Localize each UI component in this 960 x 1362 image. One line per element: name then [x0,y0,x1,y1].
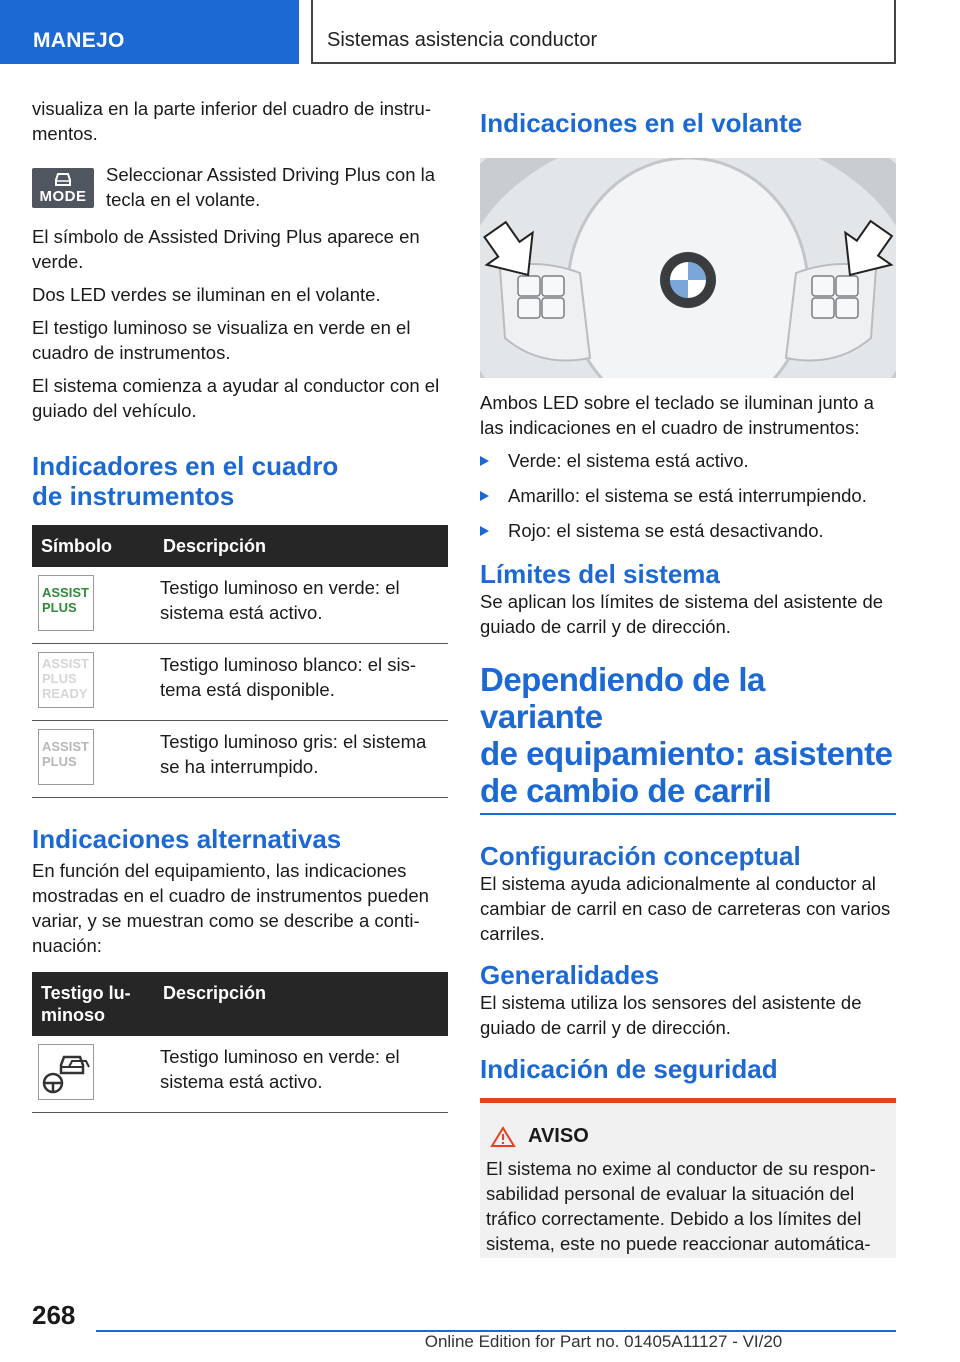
assist-plus-grey-icon [38,729,94,785]
list-item [480,518,896,543]
table-cell-description: Testigo luminoso en verde: el sistema está activo. [154,1036,448,1113]
heading-limites: Límites del sistema [480,559,720,589]
mode-paragraph: Seleccionar Assisted Driving Plus con la tecla en el volante. [106,164,436,210]
sym-line: READY [42,686,88,701]
car-icon [53,172,73,188]
heading-indicadores [32,451,448,511]
list-item-text: Rojo: el sistema se está desactivando. [508,520,824,541]
sym-line: PLUS [42,600,77,615]
heading-alternativas: Indicaciones alternativas [32,824,342,854]
mode-button-icon [32,168,94,208]
warning-label: AVISO [528,1125,589,1147]
chapter-tab [311,0,896,64]
sym-line: PLUS [42,754,77,769]
section-tab [0,0,299,64]
right-column [480,96,896,1258]
table-header-symbol: Símbolo [32,525,154,567]
table-header-testigo: Testigo luminoso [32,972,154,1036]
paragraph-config: El sistema ayuda adicionalmente al conductor al cambiar de carril en caso de carreteras con varios carriles. [480,873,891,944]
paragraph-symbol: El símbolo de Assisted Driving Plus aparece en verde. [32,226,420,272]
table-row [32,567,448,644]
paragraph-led-keys: Ambos LED sobre el teclado se iluminan junto a las indicaciones en el cuadro de instrumentos: [480,392,874,438]
chapter-title: Sistemas asistencia conductor [327,29,598,51]
heading-config: Configuración conceptual [480,841,801,871]
page-number: 268 [32,1300,76,1330]
table-row [32,644,448,721]
paragraph-limites: Se aplican los límites de sistema del asistente de guiado de carril y de dirección. [480,591,884,637]
left-column [32,96,448,1113]
assist-plus-ready-icon [38,652,94,708]
triangle-bullet-icon [480,491,489,501]
heading-variante-line1: Dependiendo de la variante [480,661,765,735]
list-item-text: Verde: el sistema está activo. [508,450,749,471]
heading-variante [480,661,896,815]
intro-paragraph: visualiza en la parte inferior del cuadro de instrumentos. [32,98,431,144]
heading-variante-line3: de cambio de carril [480,772,772,809]
warning-text: El sistema no exime al conductor de su responsabilidad personal de evaluar la situación del tráfico correctamente. Debido a los límites del sistema, este no puede reaccionar automática- [486,1158,876,1254]
paragraph-system: El sistema comienza a ayudar al conductor con el guiado del vehículo. [32,375,440,421]
sym-line: PLUS [42,671,77,686]
heading-generalidades: Generalidades [480,960,660,990]
section-title: MANEJO [33,29,125,52]
steering-wheel-image [480,158,896,378]
sym-line: ASSIST [42,739,89,754]
edition-note: Online Edition for Part no. 01405A11127 - VI/20 [424,1332,783,1351]
symbol-table [32,525,448,798]
heading-volante: Indicaciones en el volante [480,108,803,138]
paragraph-testigo: El testigo luminoso se visualiza en verde en el cuadro de instrumentos. [32,317,411,363]
list-item [480,483,896,508]
list-item-text: Amarillo: el sistema se está interrumpiendo. [508,485,867,506]
table-header-description: Descripción [154,972,448,1036]
heading-seguridad: Indicación de seguridad [480,1054,778,1084]
warning-title [486,1125,888,1148]
table-cell-description: Testigo luminoso blanco: el sistema está disponible. [154,644,448,721]
assist-steering-icon [38,1044,94,1100]
warning-triangle-icon [490,1126,516,1148]
table-row [32,1036,448,1113]
heading-indicadores-line2: de instrumentos [32,481,235,511]
paragraph-led: Dos LED verdes se iluminan en el volante. [32,284,381,305]
alternative-table [32,972,448,1113]
mode-icon-label: MODE [39,188,87,205]
paragraph-generalidades: El sistema utiliza los sensores del asistente de guiado de carril y de dirección. [480,992,862,1038]
heading-indicadores-line1: Indicadores en el cuadro [32,451,339,481]
triangle-bullet-icon [480,526,489,536]
led-color-list [480,448,896,543]
steering-car-icon [39,1045,93,1099]
table-header-description: Descripción [154,525,448,567]
table-cell-description: Testigo luminoso gris: el sistema se ha interrumpido. [154,721,448,798]
mode-instruction [32,162,448,220]
steering-wheel-illustration [480,158,896,378]
table-cell-description: Testigo luminoso en verde: el sistema está activo. [154,567,448,644]
sym-line: ASSIST [42,585,89,600]
triangle-bullet-icon [480,456,489,466]
warning-box [480,1098,896,1258]
table-row [32,721,448,798]
list-item [480,448,896,473]
heading-variante-line2: de equipamiento: asistente [480,735,893,772]
assist-plus-green-icon [38,575,94,631]
sym-line: ASSIST [42,656,89,671]
paragraph-alternativas: En función del equipamiento, las indicaciones mostradas en el cuadro de instrumentos pueden variar, y se muestran como se describe a continuación: [32,860,429,956]
